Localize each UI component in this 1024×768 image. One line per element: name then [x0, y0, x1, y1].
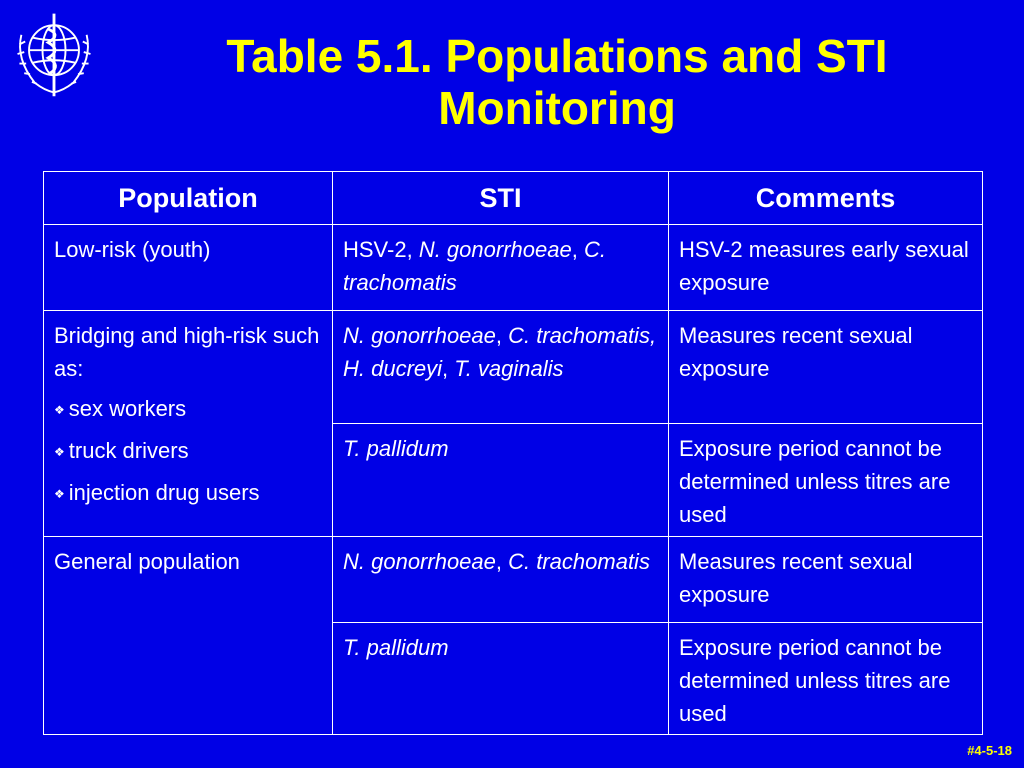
page-title: [110, 30, 1004, 134]
comment-cell: HSV-2 measures early sexual exposure: [669, 225, 983, 311]
population-cell: [44, 311, 333, 537]
who-emblem-icon: [6, 6, 102, 102]
comment-cell: Exposure period cannot be determined unless titres are used: [669, 623, 983, 735]
list-item: ❖ sex workers: [54, 396, 187, 421]
comment-cell: Measures recent sexual exposure: [669, 311, 983, 424]
diamond-bullet-icon: ❖: [54, 403, 65, 417]
slide-number: #4-5-18: [967, 743, 1012, 758]
sti-cell: HSV-2, N. gonorrhoeae, C. trachomatis: [333, 225, 669, 311]
population-list: [54, 392, 322, 511]
diamond-bullet-icon: ❖: [54, 445, 65, 459]
population-intro: Bridging and high-risk such as:: [54, 323, 320, 381]
table-row: [44, 537, 983, 623]
sti-cell: T. pallidum: [333, 424, 669, 537]
comment-cell: Measures recent sexual exposure: [669, 537, 983, 623]
sti-cell: N. gonorrhoeae, C. trachomatis, H. ducreyi, T. vaginalis: [333, 311, 669, 424]
population-cell: Low-risk (youth): [44, 225, 333, 311]
title-line-1: Table 5.1. Populations and STI: [226, 30, 888, 82]
header-population: Population: [44, 172, 333, 225]
diamond-bullet-icon: ❖: [54, 487, 65, 501]
population-cell: General population: [44, 537, 333, 735]
sti-table: [43, 171, 983, 735]
title-line-2: Monitoring: [438, 82, 676, 134]
header-sti: STI: [333, 172, 669, 225]
table-header-row: [44, 172, 983, 225]
table-row: [44, 311, 983, 424]
sti-cell: T. pallidum: [333, 623, 669, 735]
comment-cell: Exposure period cannot be determined unless titres are used: [669, 424, 983, 537]
header-comments: Comments: [669, 172, 983, 225]
table-row: [44, 225, 983, 311]
sti-cell: N. gonorrhoeae, C. trachomatis: [333, 537, 669, 623]
list-item: ❖ injection drug users: [54, 480, 260, 505]
list-item: ❖ truck drivers: [54, 438, 189, 463]
